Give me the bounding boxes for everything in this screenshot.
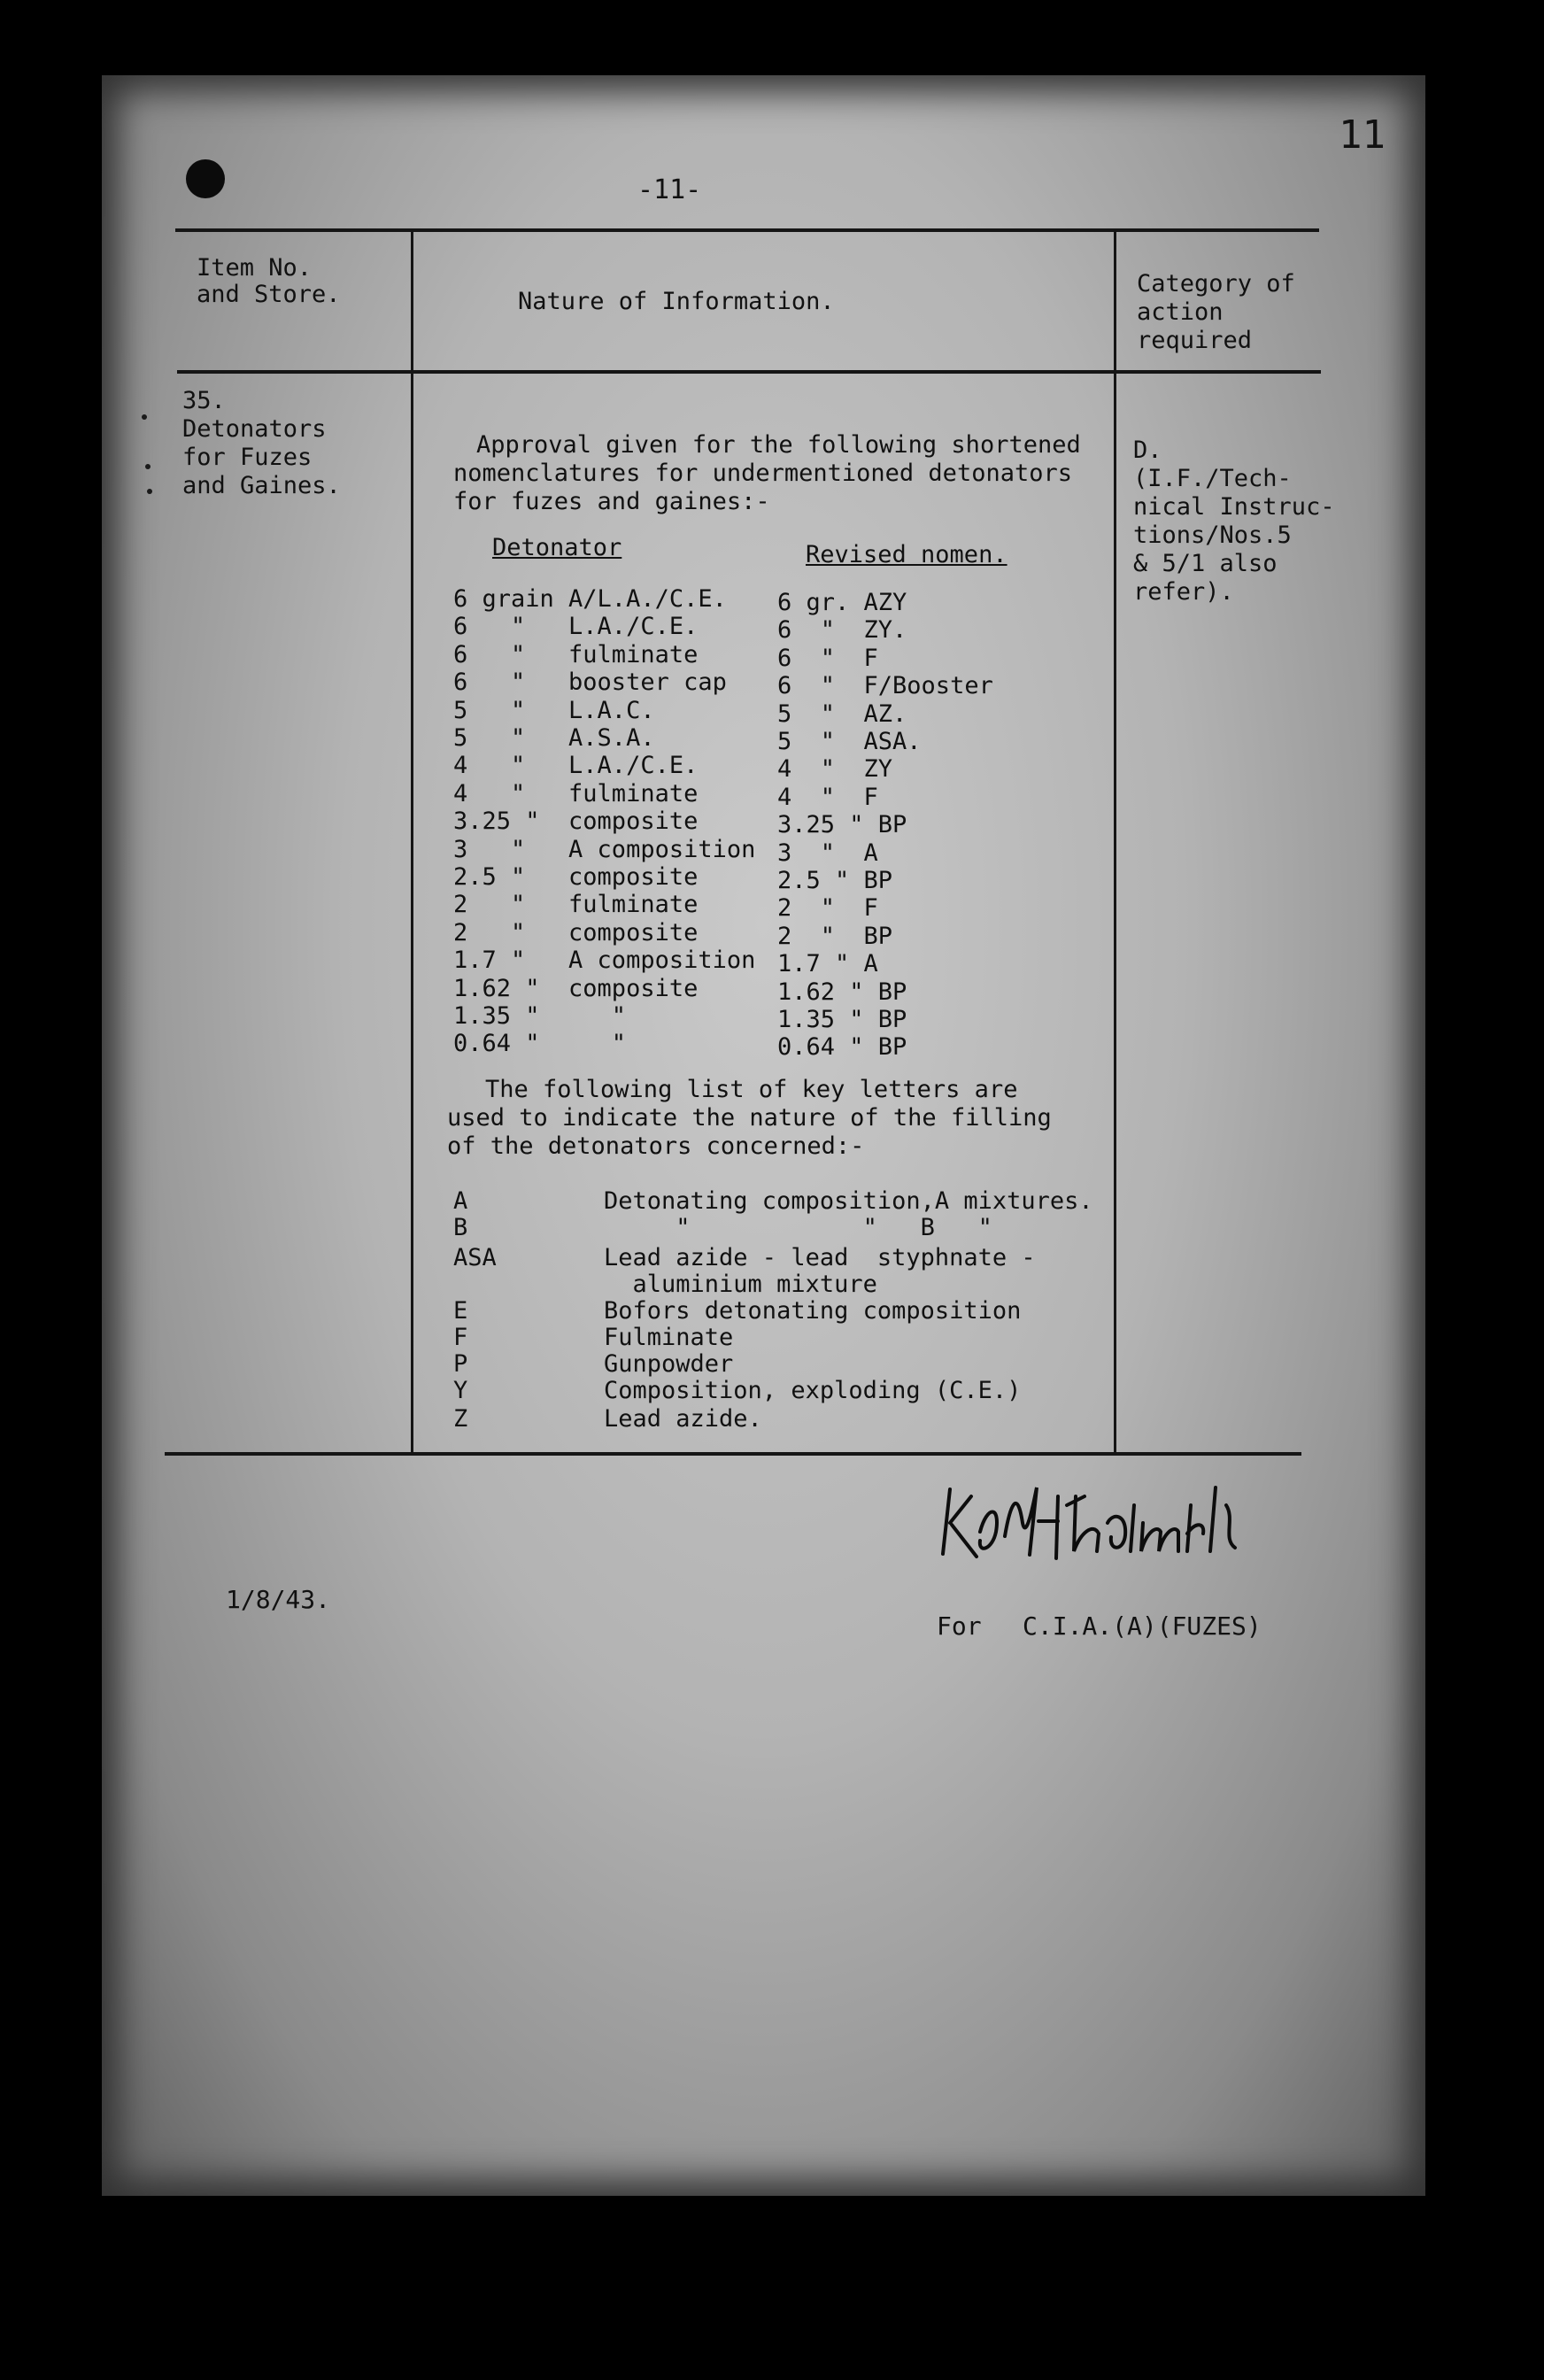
header-nature: Nature of Information. xyxy=(518,288,835,315)
detonator-name: 3.25 " composite xyxy=(453,808,699,836)
item-store-line: for Fuzes xyxy=(182,444,313,471)
intro-line: nomenclatures for undermentioned detonators xyxy=(453,460,1072,487)
revised-column-heading: Revised nomen. xyxy=(806,541,1007,568)
detonator-name: 5 " L.A.C. xyxy=(453,696,655,724)
category-line: (I.F./Tech- xyxy=(1133,465,1292,492)
category-line: & 5/1 also xyxy=(1133,550,1278,577)
revised-nomenclature: 1.7 " A xyxy=(777,950,878,978)
column-divider-left xyxy=(411,232,413,1454)
category-line: D. xyxy=(1133,437,1162,464)
margin-dot xyxy=(147,489,152,494)
detonator-column-heading: Detonator xyxy=(492,534,622,561)
detonator-name: 2 " composite xyxy=(453,918,699,947)
corner-page-number: 11 xyxy=(1339,112,1386,158)
key-letter: F xyxy=(453,1324,468,1351)
detonator-name: 4 " L.A./C.E. xyxy=(453,752,699,780)
item-store-line: and Gaines. xyxy=(182,472,341,499)
item-number: 35. xyxy=(182,387,226,414)
revised-nomenclature: 2 " BP xyxy=(777,922,893,950)
punch-hole xyxy=(186,159,225,198)
item-store-line: Detonators xyxy=(182,415,327,443)
page-marker: -11- xyxy=(637,174,702,205)
detonator-name: 2 " fulminate xyxy=(453,891,699,919)
table-top-rule xyxy=(175,228,1319,232)
detonator-name: 1.62 " composite xyxy=(453,974,699,1002)
revised-nomenclature: 5 " ASA. xyxy=(777,728,922,755)
category-line: refer). xyxy=(1133,578,1234,606)
detonator-name: 3 " A composition xyxy=(453,835,756,863)
revised-nomenclature: 1.35 " BP xyxy=(777,1006,907,1033)
header-category-line: action xyxy=(1137,298,1224,326)
key-meaning: Gunpowder xyxy=(604,1350,734,1378)
intro-line: for fuzes and gaines:- xyxy=(453,488,770,515)
header-bottom-rule xyxy=(177,370,1321,374)
column-divider-right xyxy=(1114,232,1116,1454)
detonator-name: 2.5 " composite xyxy=(453,863,699,891)
detonator-name: 0.64 " " xyxy=(453,1030,627,1058)
revised-nomenclature: 3.25 " BP xyxy=(777,811,907,839)
revised-nomenclature: 6 gr. AZY xyxy=(777,589,907,616)
detonator-name: 1.35 " " xyxy=(453,1002,627,1030)
margin-dot xyxy=(145,464,151,469)
key-letter: E xyxy=(453,1297,468,1325)
detonator-name: 6 " fulminate xyxy=(453,640,699,668)
detonator-name: 6 grain A/L.A./C.E. xyxy=(453,585,727,613)
revised-nomenclature: 1.62 " BP xyxy=(777,978,907,1006)
detonator-name: 6 " booster cap xyxy=(453,668,727,697)
key-letter: P xyxy=(453,1350,468,1378)
revised-nomenclature: 4 " F xyxy=(777,783,878,811)
key-meaning: Fulminate xyxy=(604,1324,734,1351)
key-meaning: Detonating composition,A mixtures. xyxy=(604,1187,1093,1215)
revised-nomenclature: 2 " F xyxy=(777,894,878,923)
detonator-name: 5 " A.S.A. xyxy=(453,724,655,752)
intro-line: Approval given for the following shortened xyxy=(476,431,1081,459)
key-letter: Z xyxy=(453,1405,468,1433)
key-letter: B xyxy=(453,1214,468,1241)
detonator-name: 4 " fulminate xyxy=(453,779,699,808)
key-intro-line: used to indicate the nature of the filling xyxy=(447,1104,1052,1132)
header-item-line: and Store. xyxy=(197,281,341,308)
key-meaning: Bofors detonating composition xyxy=(604,1297,1022,1325)
revised-nomenclature: 6 " F xyxy=(777,644,878,672)
key-meaning: Lead azide. xyxy=(604,1405,762,1433)
revised-nomenclature: 4 " ZY xyxy=(777,755,893,784)
header-category-line: required xyxy=(1137,327,1253,354)
revised-nomenclature: 6 " ZY. xyxy=(777,616,907,645)
key-intro-line: of the detonators concerned:- xyxy=(447,1132,865,1160)
key-meaning: Composition, exploding (C.E.) xyxy=(604,1377,1022,1404)
key-intro-line: The following list of key letters are xyxy=(485,1076,1018,1103)
key-meaning: " " B " xyxy=(604,1214,992,1241)
for-label: For xyxy=(937,1611,982,1641)
category-line: nical Instruc- xyxy=(1133,493,1335,521)
document-date: 1/8/43. xyxy=(226,1585,331,1614)
header-category-line: Category of xyxy=(1137,270,1295,298)
revised-nomenclature: 5 " AZ. xyxy=(777,699,907,728)
detonator-name: 1.7 " A composition xyxy=(453,947,756,975)
revised-nomenclature: 2.5 " BP xyxy=(777,867,893,894)
key-meaning: Lead azide - lead styphnate - xyxy=(604,1244,1036,1271)
category-line: tions/Nos.5 xyxy=(1133,522,1292,549)
margin-dot xyxy=(142,414,147,420)
key-letter: Y xyxy=(453,1377,468,1404)
key-letter: ASA xyxy=(453,1244,497,1271)
revised-nomenclature: 6 " F/Booster xyxy=(777,672,993,700)
revised-nomenclature: 3 " A xyxy=(777,838,878,867)
key-meaning: aluminium mixture xyxy=(604,1271,877,1298)
handwritten-signature xyxy=(925,1470,1279,1594)
detonator-name: 6 " L.A./C.E. xyxy=(453,613,699,641)
header-item-line: Item No. xyxy=(197,254,313,282)
table-bottom-rule xyxy=(165,1452,1301,1456)
key-letter: A xyxy=(453,1187,468,1215)
for-office: C.I.A.(A)(FUZES) xyxy=(1023,1611,1262,1641)
revised-nomenclature: 0.64 " BP xyxy=(777,1033,907,1062)
